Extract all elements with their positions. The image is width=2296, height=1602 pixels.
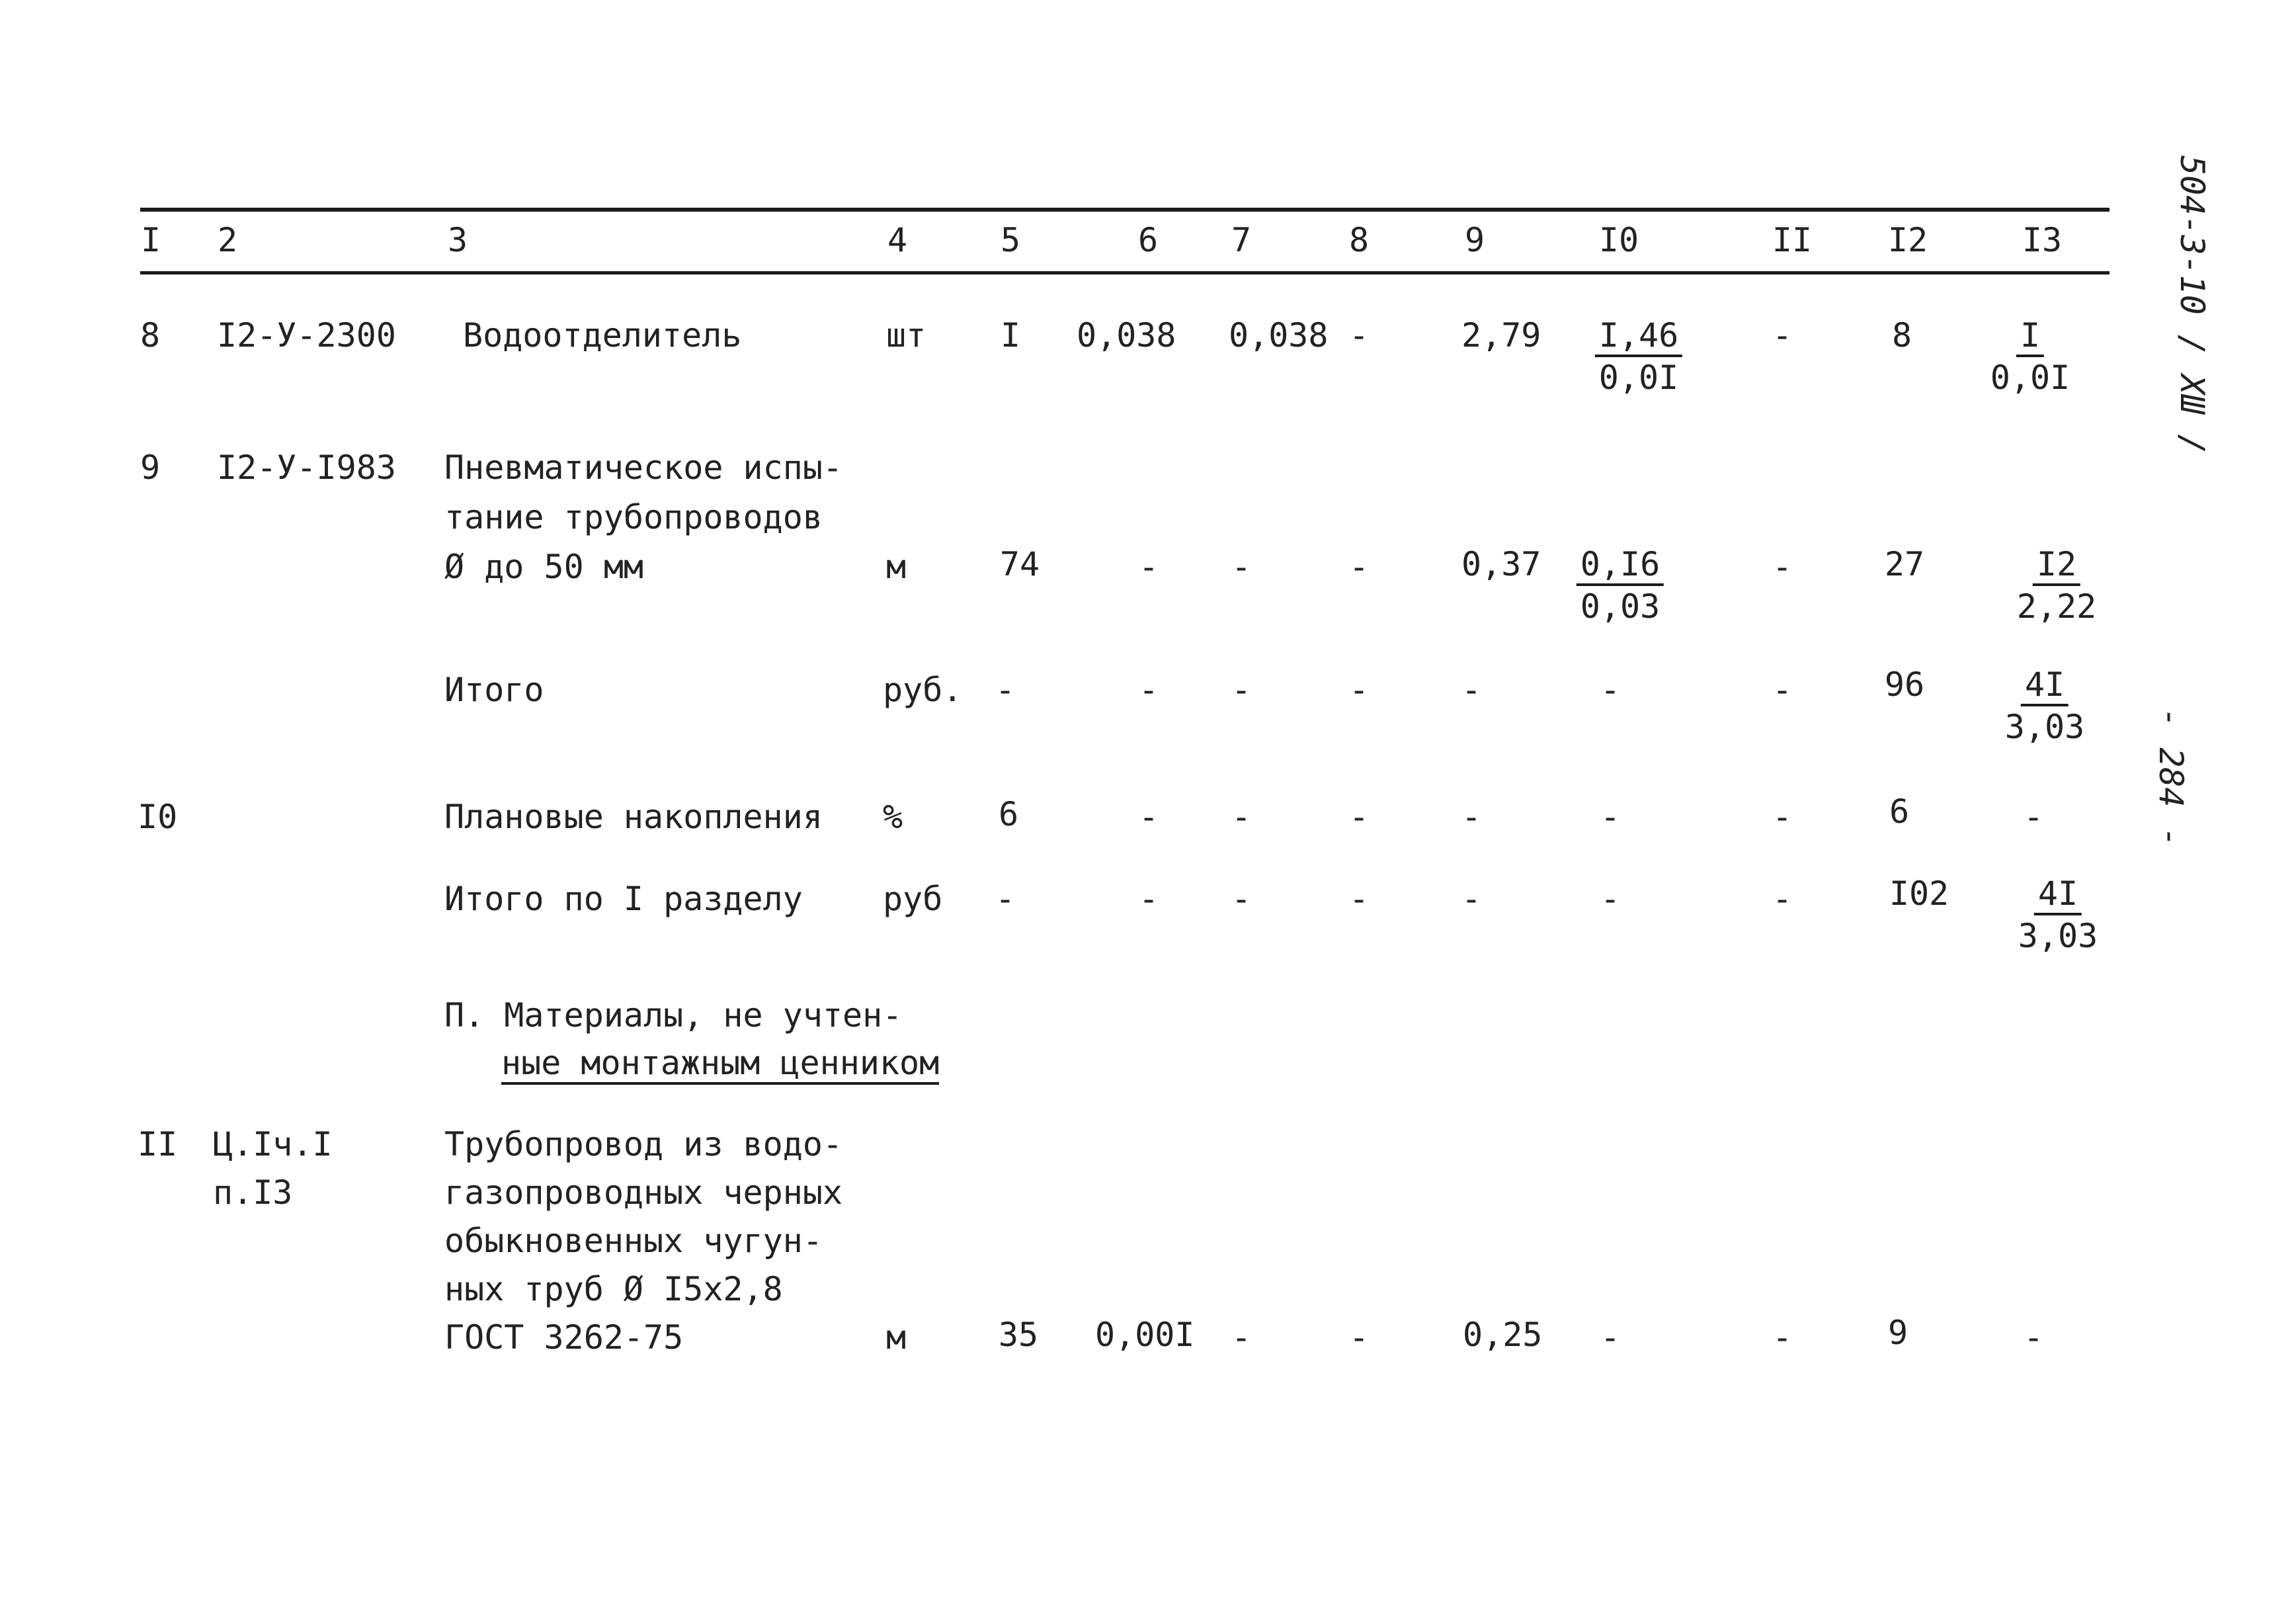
fraction-numerator: 0,I6 bbox=[1577, 548, 1664, 586]
col-13-fraction bbox=[1990, 316, 2070, 397]
col-8-value: - bbox=[1349, 798, 1370, 836]
item-name-line-3: Ø до 50 мм bbox=[444, 548, 644, 586]
col-header-6: 6 bbox=[1137, 221, 1159, 259]
col-8-value: - bbox=[1349, 316, 1370, 355]
col-10-value: - bbox=[1600, 1318, 1621, 1357]
col-5-value: - bbox=[995, 671, 1016, 709]
col-12-value: I02 bbox=[1889, 874, 1949, 913]
col-13-fraction bbox=[2004, 665, 2085, 746]
col-7-value: - bbox=[1231, 548, 1252, 586]
fraction-numerator: 4I bbox=[2021, 668, 2069, 706]
col-header-8: 8 bbox=[1348, 221, 1370, 259]
unit: % bbox=[883, 798, 903, 836]
document-code-margin: 504-3-10 / ХШ / bbox=[2173, 155, 2211, 454]
col-11-value: - bbox=[1772, 671, 1793, 709]
col-9-value: - bbox=[1461, 880, 1482, 918]
quantity: I bbox=[1000, 316, 1021, 355]
price-code-line-2: п.I3 bbox=[213, 1173, 293, 1212]
col-6-value: - bbox=[1139, 880, 1159, 918]
item-name-line-1: Трубопровод из водо- bbox=[444, 1125, 843, 1163]
col-10-value: - bbox=[1600, 671, 1621, 709]
row-number: 8 bbox=[140, 316, 161, 355]
fraction-numerator: I,46 bbox=[1595, 319, 1682, 357]
fraction-denominator: 3,03 bbox=[2004, 708, 2085, 746]
col-header-4: 4 bbox=[887, 221, 908, 259]
col-13-value: - bbox=[2024, 798, 2044, 836]
fraction-denominator: 0,03 bbox=[1580, 587, 1660, 626]
unit: руб bbox=[883, 880, 943, 918]
col-9-value: - bbox=[1461, 671, 1482, 709]
col-8-value: - bbox=[1349, 548, 1370, 586]
col-13-value: - bbox=[2024, 1318, 2044, 1357]
row-number: I0 bbox=[138, 798, 178, 836]
section-heading-line-1: П. Материалы, не учтен- bbox=[444, 996, 903, 1034]
col-11-value: - bbox=[1772, 548, 1793, 586]
col-10-fraction bbox=[1577, 545, 1664, 626]
fraction-denominator: 3,03 bbox=[2018, 917, 2098, 955]
item-name-line-5: ГОСТ 3262-75 bbox=[444, 1318, 684, 1357]
col-7-value: 0,038 bbox=[1229, 316, 1329, 355]
col-7-value: - bbox=[1231, 671, 1252, 709]
price-code-line-1: Ц.Iч.I bbox=[213, 1125, 333, 1163]
item-name-line-3: обыкновенных чугун- bbox=[444, 1222, 823, 1260]
col-5-value: 6 bbox=[998, 795, 1019, 833]
item-name: Водоотделитель bbox=[463, 316, 742, 355]
col-7-value: - bbox=[1231, 798, 1252, 836]
quantity: 74 bbox=[999, 545, 1040, 583]
subtotal-label: Итого bbox=[444, 671, 544, 709]
unit: шт bbox=[886, 316, 926, 355]
col-7-value: - bbox=[1231, 1318, 1252, 1357]
section-heading-line-2: ные монтажным ценником bbox=[501, 1046, 939, 1085]
col-header-13: I3 bbox=[2022, 221, 2063, 259]
col-5-value: - bbox=[995, 880, 1016, 918]
fraction-numerator: I2 bbox=[2033, 548, 2080, 586]
col-13-fraction bbox=[2016, 545, 2097, 626]
quantity: 35 bbox=[998, 1316, 1039, 1354]
fraction-denominator: 2,22 bbox=[2016, 587, 2097, 626]
col-8-value: - bbox=[1349, 1318, 1370, 1357]
col-11-value: - bbox=[1772, 1318, 1793, 1357]
fraction-denominator: 0,0I bbox=[1990, 358, 2070, 397]
table-top-rule bbox=[140, 208, 2110, 212]
fraction-numerator: I bbox=[2016, 319, 2044, 357]
col-8-value: - bbox=[1349, 880, 1370, 918]
col-12-value: 6 bbox=[1889, 792, 1910, 831]
price-code: I2-У-2300 bbox=[217, 316, 396, 355]
col-header-10: I0 bbox=[1598, 221, 1639, 259]
col-6-value: - bbox=[1139, 671, 1159, 709]
col-11-value: - bbox=[1772, 316, 1793, 355]
col-header-12: I2 bbox=[1887, 221, 1928, 259]
col-9-value: - bbox=[1461, 798, 1482, 836]
col-9-value: 2,79 bbox=[1461, 316, 1541, 355]
col-header-1: I bbox=[140, 221, 161, 259]
col-header-7: 7 bbox=[1231, 221, 1252, 259]
item-name: Плановые накопления bbox=[444, 798, 823, 836]
unit: руб. bbox=[883, 671, 963, 709]
price-code: I2-У-I983 bbox=[217, 448, 396, 487]
col-9-value: 0,25 bbox=[1463, 1316, 1543, 1354]
item-name-line-2: газопроводных черных bbox=[444, 1173, 843, 1212]
page-number-margin: - 284 - bbox=[2152, 708, 2190, 847]
item-name-line-2: тание трубопроводов bbox=[444, 498, 823, 536]
header-bottom-rule bbox=[140, 271, 2110, 274]
col-6-value: - bbox=[1139, 798, 1159, 836]
col-9-value: 0,37 bbox=[1461, 545, 1541, 583]
col-10-value: - bbox=[1600, 798, 1621, 836]
col-header-2: 2 bbox=[217, 221, 238, 259]
col-13-fraction bbox=[2018, 874, 2098, 955]
unit: м bbox=[886, 548, 907, 586]
row-number: II bbox=[138, 1125, 178, 1163]
col-10-fraction bbox=[1595, 316, 1682, 397]
item-name-line-1: Пневматическое испы- bbox=[444, 448, 843, 487]
fraction-denominator: 0,0I bbox=[1598, 358, 1679, 397]
col-12-value: 8 bbox=[1891, 316, 1912, 355]
col-11-value: - bbox=[1772, 880, 1793, 918]
col-header-9: 9 bbox=[1464, 221, 1485, 259]
col-header-11: II bbox=[1772, 221, 1813, 259]
col-11-value: - bbox=[1772, 798, 1793, 836]
section-total-label: Итого по I разделу bbox=[444, 880, 803, 918]
unit: м bbox=[886, 1318, 907, 1357]
fraction-numerator: 4I bbox=[2034, 877, 2082, 915]
col-6-value: - bbox=[1139, 548, 1159, 586]
item-name-line-4: ных труб Ø I5x2,8 bbox=[444, 1270, 783, 1308]
col-12-value: 9 bbox=[1887, 1314, 1908, 1352]
col-12-value: 27 bbox=[1884, 545, 1925, 583]
col-10-value: - bbox=[1600, 880, 1621, 918]
col-6-value: 0,038 bbox=[1077, 316, 1176, 355]
col-12-value: 96 bbox=[1884, 665, 1925, 704]
col-7-value: - bbox=[1231, 880, 1252, 918]
col-header-5: 5 bbox=[1000, 221, 1021, 259]
col-8-value: - bbox=[1349, 671, 1370, 709]
col-6-value: 0,00I bbox=[1095, 1316, 1195, 1354]
row-number: 9 bbox=[140, 448, 161, 487]
col-header-3: 3 bbox=[447, 221, 468, 259]
